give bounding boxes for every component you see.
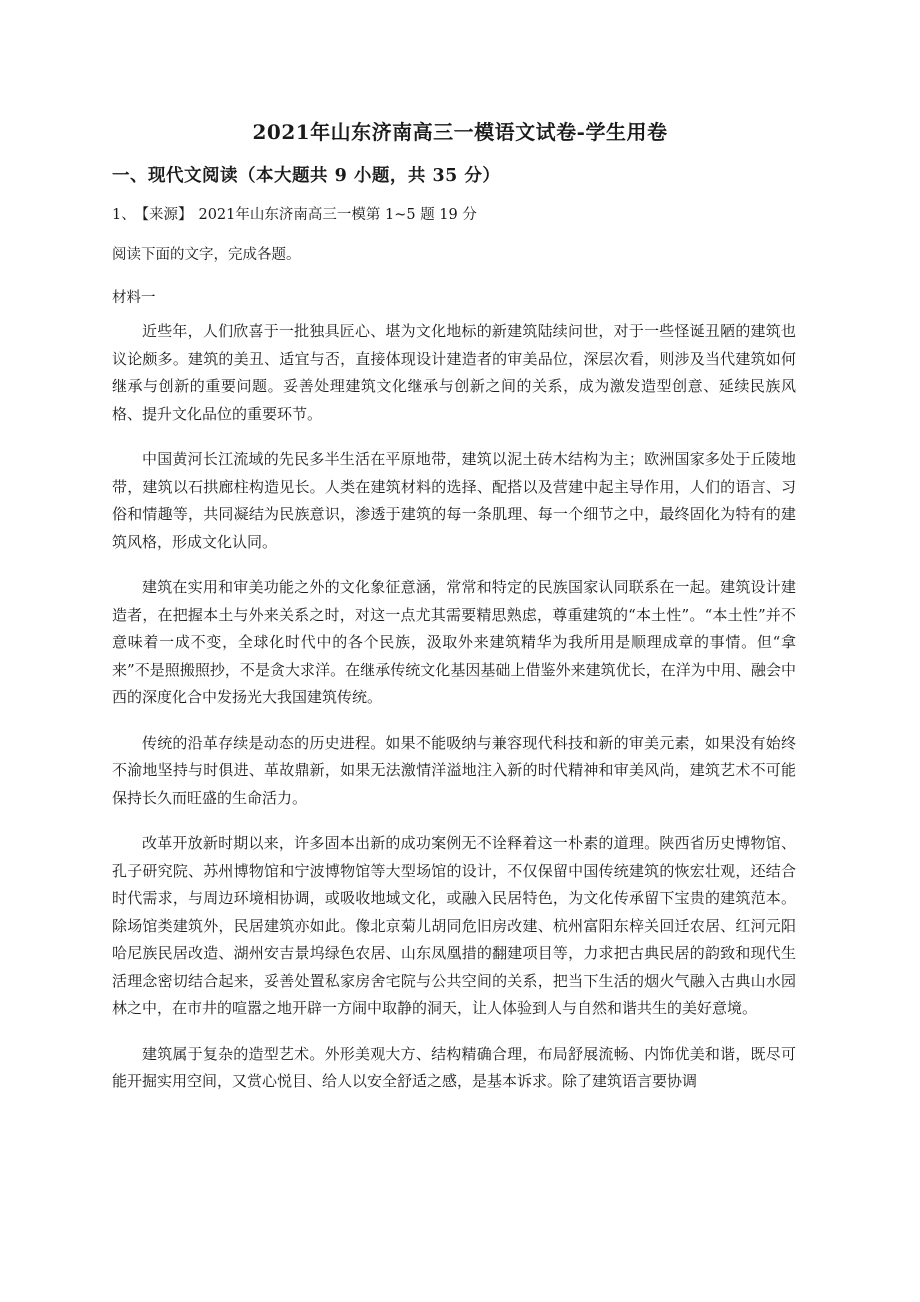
source-text: 2021年山东济南高三一模第 1~5 题 19 分: [198, 207, 477, 223]
source-tag: 【来源】: [141, 207, 193, 223]
paragraph-5: 改革开放新时期以来，许多固本出新的成功案例无不诠释着这一朴素的道理。陕西省历史博物馆、孔子研究院、苏州博物馆和宁波博物馆等大型场馆的设计，不仅保留中国传统建筑的恢宏壮观，还结合时代需求，与周边环境相协调，或吸收地域文化，或融入民居特色，为文化传承留下宝贵的建筑范本。除场馆类建筑外，民居建筑亦如此。像北京菊儿胡同危旧房改建、杭州富阳东梓关回迁农居、红河元阳哈尼族民居改造、湖州安吉景坞绿色农居、山东凤凰措的翻建项目等，力求把古典民居的韵致和现代生活理念密切结合起来，妥善处置私家房舍宅院与公共空间的关系，把当下生活的烟火气融入古典山水园林之中，在市井的喧嚣之地开辟一方闹中取静的洞天，让人体验到人与自然和谐共生的美好意境。: [112, 834, 796, 1017]
paragraph-3: 建筑在实用和审美功能之外的文化象征意涵，常常和特定的民族国家认同联系在一起。建筑设计建造者，在把握本土与外来关系之时，对这一点尤其需要精思熟虑，尊重建筑的“本土性”。“本土性”并不意味着一成不变，全球化时代中的各个民族，汲取外来建筑精华为我所用是顺理成章的事情。但“拿来”不是照搬照抄，不是贪大求洋。在继承传统文化基因基础上借鉴外来建筑优长，在洋为中用、融会中西的深度化合中发扬光大我国建筑传统。: [112, 578, 796, 706]
reading-instruction: 阅读下面的文字，完成各题。: [112, 247, 301, 263]
question-number: 1、: [112, 207, 136, 223]
document-title: 2021年山东济南高三一模语文试卷-学生用卷: [252, 120, 668, 144]
section-heading: 一、现代文阅读（本大题共 9 小题，共 35 分）: [112, 166, 501, 186]
material-label: 材料一: [112, 290, 156, 306]
passage-body: [112, 318, 796, 1114]
paragraph-6: 建筑属于复杂的造型艺术。外形美观大方、结构精确合理，布局舒展流畅、内饰优美和谐，既尽可能开掘实用空间，又赏心悦目、给人以安全舒适之感，是基本诉求。除了建筑语言要协调: [112, 1044, 796, 1090]
question-source-line: [112, 203, 483, 224]
paragraph-1: 近些年，人们欣喜于一批独具匠心、堪为文化地标的新建筑陆续问世，对于一些怪诞丑陋的建筑也议论颇多。建筑的美丑、适宜与否，直接体现设计建造者的审美品位，深层次看，则涉及当代建筑如何继承与创新的重要问题。妥善处理建筑文化继承与创新之间的关系，成为激发造型创意、延续民族风格、提升文化品位的重要环节。: [112, 322, 796, 423]
paragraph-2: 中国黄河长江流域的先民多半生活在平原地带，建筑以泥土砖木结构为主；欧洲国家多处于丘陵地带，建筑以石拱廊柱构造见长。人类在建筑材料的选择、配搭以及营建中起主导作用，人们的语言、习俗和情趣等，共同凝结为民族意识，渗透于建筑的每一条肌理、每一个细节之中，最终固化为特有的建筑风格，形成文化认同。: [112, 450, 796, 551]
paragraph-4: 传统的沿革存续是动态的历史进程。如果不能吸纳与兼容现代科技和新的审美元素，如果没有始终不渝地坚持与时俱进、革故鼎新，如果无法激情洋溢地注入新的时代精神和审美风尚，建筑艺术不可能保持长久而旺盛的生命活力。: [112, 733, 796, 807]
